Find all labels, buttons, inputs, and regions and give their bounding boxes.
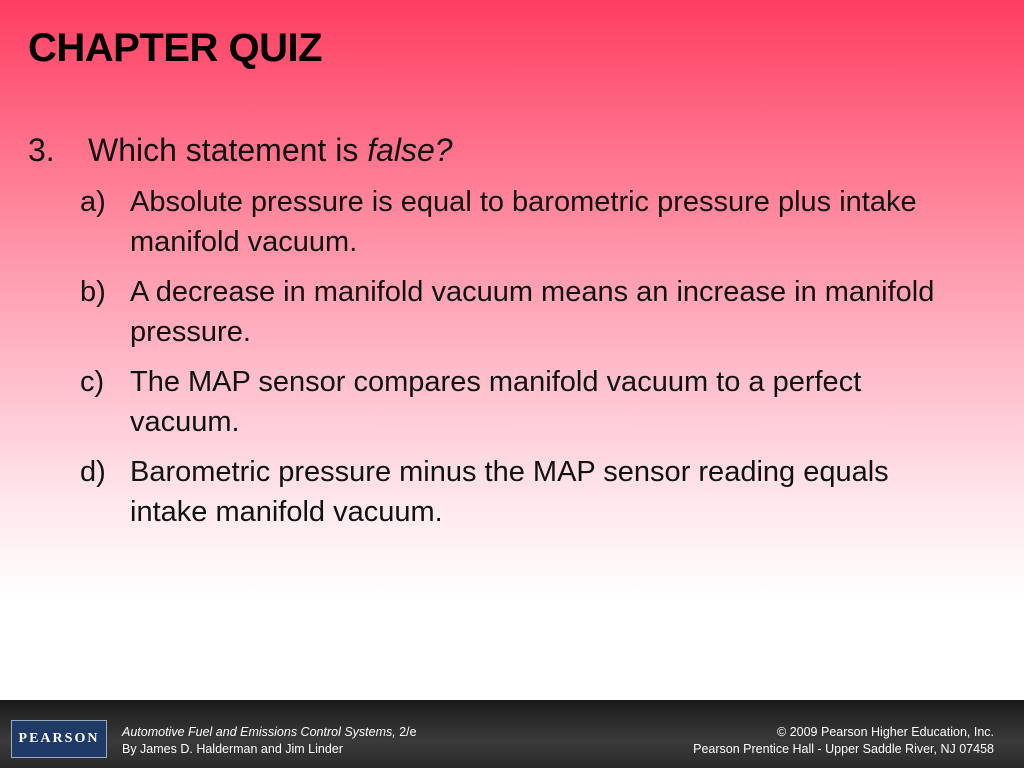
publisher-address: Pearson Prentice Hall - Upper Saddle River, NJ 07458 (693, 742, 994, 756)
answer-option-a (80, 182, 988, 262)
footer-bar (0, 700, 1024, 768)
slide-title: CHAPTER QUIZ (28, 26, 322, 70)
option-letter: b) (80, 276, 106, 308)
answer-options (28, 182, 988, 532)
question-text (88, 128, 453, 172)
footer-publisher-info (693, 724, 994, 758)
option-letter: a) (80, 186, 106, 218)
copyright-notice: © 2009 Pearson Higher Education, Inc. (777, 725, 994, 739)
book-authors: By James D. Halderman and Jim Linder (122, 742, 343, 756)
option-text: Absolute pressure is equal to barometric pressure plus intake manifold vacuum. (130, 186, 917, 258)
footer-title-line (122, 724, 417, 741)
question-text-prefix: Which statement is (88, 132, 368, 168)
option-text: Barometric pressure minus the MAP sensor reading equals intake manifold vacuum. (130, 456, 889, 528)
question-text-emphasis: false? (367, 132, 453, 168)
book-title: Automotive Fuel and Emissions Control Systems, (122, 725, 396, 739)
option-text: The MAP sensor compares manifold vacuum to a perfect vacuum. (130, 366, 862, 438)
question-line (28, 128, 988, 172)
answer-option-c (80, 362, 988, 442)
logo-text: PEARSON (18, 731, 100, 746)
book-edition: 2/e (395, 725, 417, 739)
quiz-question (28, 128, 988, 542)
option-text: A decrease in manifold vacuum means an increase in manifold pressure. (130, 276, 935, 348)
option-letter: c) (80, 366, 105, 398)
footer-book-info (122, 724, 417, 758)
option-letter: d) (80, 456, 106, 488)
pearson-logo (11, 720, 107, 758)
question-number: 3. (28, 132, 55, 168)
answer-option-d (80, 452, 988, 532)
answer-option-b (80, 272, 988, 352)
